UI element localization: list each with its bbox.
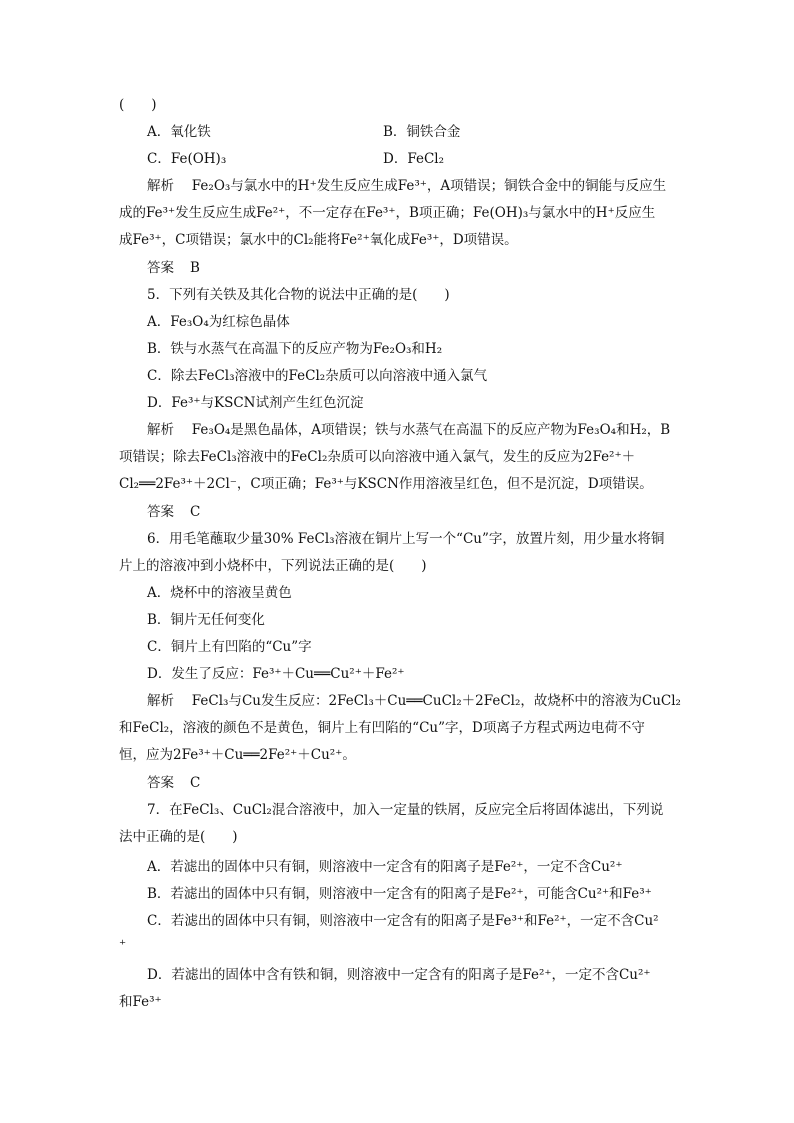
q4-option-d: D．FeCl₂ xyxy=(383,151,445,167)
q6-answer xyxy=(147,774,200,792)
q5-option-c: C．除去FeCl₃溶液中的FeCl₂杂质可以向溶液中通入氯气 xyxy=(147,368,488,384)
q7-option-d-wrap: 和Fe³⁺ xyxy=(119,994,162,1010)
q5-option-b: B．铁与水蒸气在高温下的反应产物为Fe₂O₃和H₂ xyxy=(147,341,443,357)
q6-option-a: A．烧杯中的溶液呈黄色 xyxy=(147,585,292,601)
q7-stem-line-2: 法中正确的是( ) xyxy=(119,829,238,845)
q4-analysis-text-1: Fe₂O₃与氯水中的H⁺发生反应生成Fe³⁺，A项错误；铜铁合金中的铜能与反应生 xyxy=(191,178,667,194)
q4-analysis-label: 解析 xyxy=(147,178,174,194)
q6-analysis-line-2: 和FeCl₂，溶液的颜色不是黄色，铜片上有凹陷的“Cu”字，D项离子方程式两边电荷不守 xyxy=(119,720,645,736)
q4-stem-tail: ( ) xyxy=(119,97,157,113)
q5-answer xyxy=(147,503,200,521)
q6-answer-label: 答案 xyxy=(147,775,174,791)
q4-option-c: C．Fe(OH)₃ xyxy=(147,151,227,167)
q4-answer-label: 答案 xyxy=(147,260,174,276)
q4-analysis-line-1 xyxy=(147,177,666,195)
q5-analysis-label: 解析 xyxy=(147,422,174,438)
q7-option-c-wrap: ⁺ xyxy=(119,937,127,953)
q7-option-b: B．若滤出的固体中只有铜，则溶液中一定含有的阳离子是Fe²⁺，可能含Cu²⁺和Fe³⁺ xyxy=(147,886,652,902)
q6-analysis-line-3: 恒，应为2Fe³⁺＋Cu══2Fe²⁺＋Cu²⁺。 xyxy=(119,747,356,763)
q4-answer-value: B xyxy=(190,260,200,276)
q4-analysis-line-3: 成Fe³⁺，C项错误；氯水中的Cl₂能将Fe²⁺氧化成Fe³⁺，D项错误。 xyxy=(119,232,518,248)
q6-analysis-label: 解析 xyxy=(147,693,174,709)
q6-stem-line-2: 片上的溶液冲到小烧杯中，下列说法正确的是( ) xyxy=(119,558,427,574)
q6-stem-line-1: 6．用毛笔蘸取少量30% FeCl₃溶液在铜片上写一个“Cu”字，放置片刻，用少量水将铜 xyxy=(147,531,665,547)
q5-answer-label: 答案 xyxy=(147,504,174,520)
q4-answer xyxy=(147,259,200,277)
q6-option-b: B．铜片无任何变化 xyxy=(147,612,265,628)
q6-answer-value: C xyxy=(190,775,201,791)
q7-option-c: C．若滤出的固体中只有铜，则溶液中一定含有的阳离子是Fe³⁺和Fe²⁺，一定不含Cu² xyxy=(147,913,659,929)
q4-option-b: B．铜铁合金 xyxy=(383,124,461,140)
q7-stem-line-1: 7．在FeCl₃、CuCl₂混合溶液中，加入一定量的铁屑，反应完全后将固体滤出，下列说 xyxy=(147,802,664,818)
q5-option-a: A．Fe₃O₄为红棕色晶体 xyxy=(147,314,290,330)
q6-option-c: C．铜片上有凹陷的“Cu”字 xyxy=(147,639,312,655)
q6-option-d: D．发生了反应：Fe³⁺＋Cu══Cu²⁺＋Fe²⁺ xyxy=(147,666,405,682)
q5-analysis-line-3: Cl₂══2Fe³⁺＋2Cl⁻，C项正确；Fe³⁺与KSCN作用溶液呈红色，但不是沉淀，D项错误。 xyxy=(119,476,653,492)
q4-analysis-line-2: 成的Fe³⁺发生反应生成Fe²⁺，不一定存在Fe³⁺，B项正确；Fe(OH)₃与氯水中的H⁺反应生 xyxy=(119,205,656,221)
q5-analysis-line-2: 项错误；除去FeCl₃溶液中的FeCl₂杂质可以向溶液中通入氯气，发生的反应为2Fe²⁺＋ xyxy=(119,449,636,465)
q6-analysis-text-1: FeCl₃与Cu发生反应：2FeCl₃＋Cu══CuCl₂＋2FeCl₂，故烧杯中的溶液为CuCl₂ xyxy=(191,693,681,709)
q6-analysis-line-1 xyxy=(147,692,681,710)
q4-option-a: A．氧化铁 xyxy=(147,124,211,140)
q5-analysis-text-1: Fe₃O₄是黑色晶体，A项错误；铁与水蒸气在高温下的反应产物为Fe₃O₄和H₂，B xyxy=(191,422,671,438)
q5-answer-value: C xyxy=(190,504,201,520)
q7-option-d: D．若滤出的固体中含有铁和铜，则溶液中一定含有的阳离子是Fe²⁺，一定不含Cu²⁺ xyxy=(147,967,651,983)
q5-analysis-line-1 xyxy=(147,421,670,439)
q5-option-d: D．Fe³⁺与KSCN试剂产生红色沉淀 xyxy=(147,395,364,411)
q5-stem: 5．下列有关铁及其化合物的说法中正确的是( ) xyxy=(147,287,450,303)
q7-option-a: A．若滤出的固体中只有铜，则溶液中一定含有的阳离子是Fe²⁺，一定不含Cu²⁺ xyxy=(147,859,623,875)
